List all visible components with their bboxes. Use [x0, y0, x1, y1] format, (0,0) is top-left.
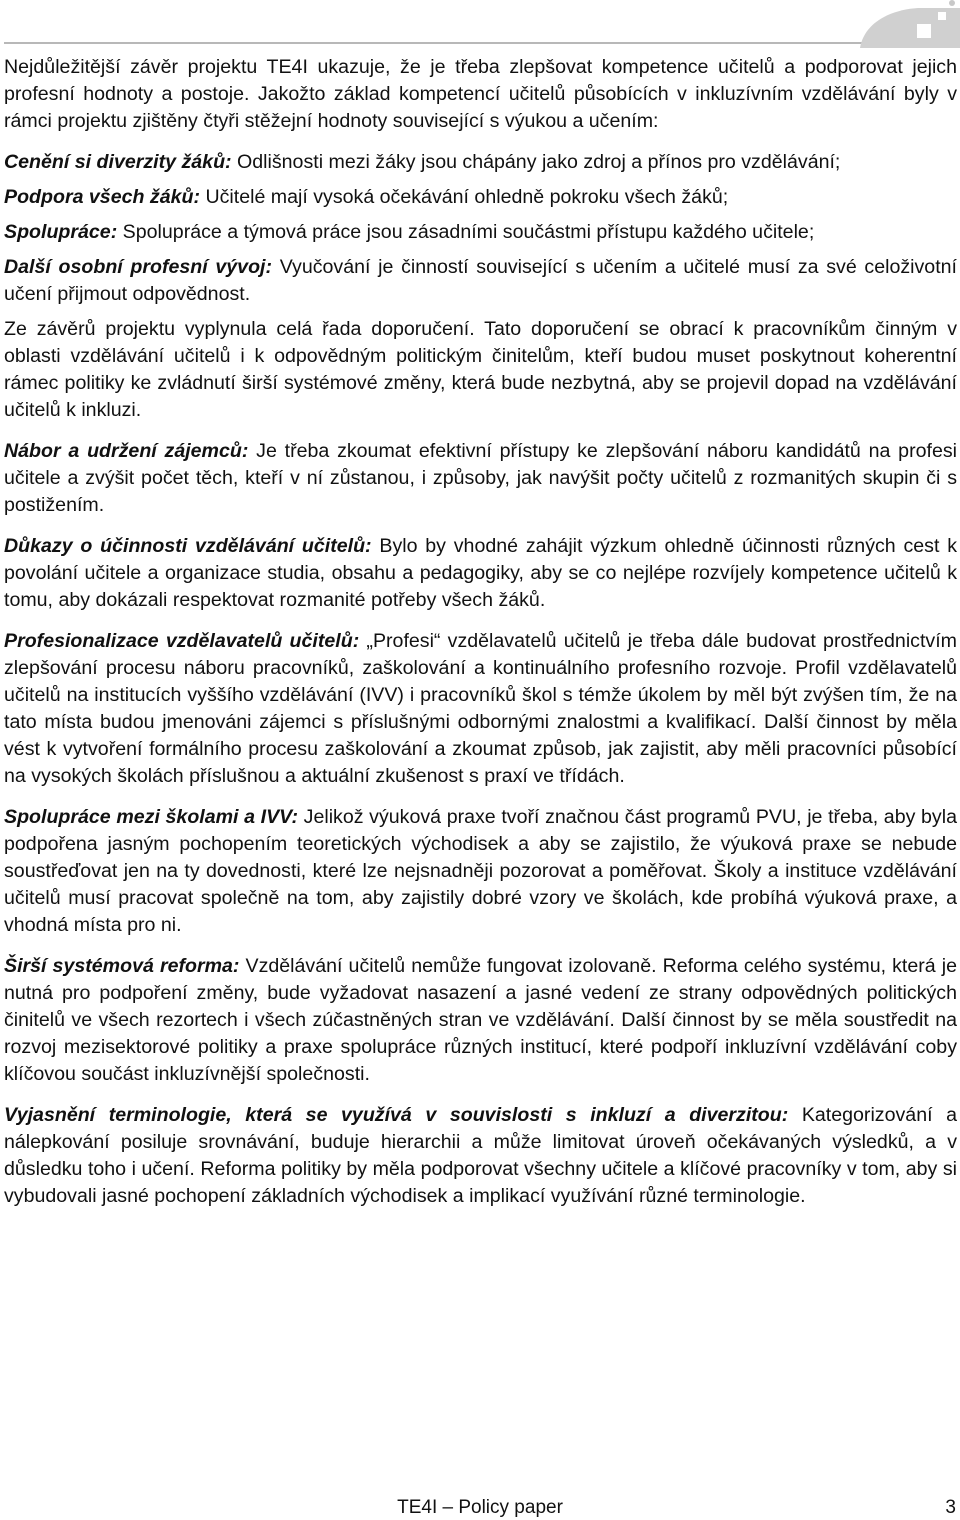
value-term: Další osobní profesní vývoj:: [4, 256, 273, 278]
value-item: [4, 184, 957, 211]
value-item: [4, 254, 957, 308]
value-text: Vyučování je činností související s učením a učitelé musí za své celoživotní učení přijmout odpovědnost.: [4, 256, 957, 305]
recommendation-term: Profesionalizace vzdělavatelů učitelů:: [4, 630, 360, 652]
value-item: [4, 149, 957, 176]
recommendation-item: [4, 533, 957, 614]
conclusion-paragraph: Ze závěrů projektu vyplynula celá řada doporučení. Tato doporučení se obrací k pracovníkům činným v oblasti vzdělávání učitelů i k odpovědným politickým činitelům, kteří budou muset poskytnout koherentní rámec politiky ke zvládnutí širší systémové změny, která bude nezbytná, aby se projevil dopad na vzdělávání učitelů k inkluzi.: [4, 318, 957, 421]
recommendation-text: Vzdělávání učitelů nemůže fungovat izolovaně. Reforma celého systému, která je nutná pro podpoření změny, bude vyžadovat nasazení a jasné vedení ze strany odpovědných politických činitelů ve všech rezortech i všech zúčastněných stran ve vzdělávání. Další činnost by se měla soustředit na rozvoj mezisektorové politiky a praxe spolupráce různých institucí, které podpoří inkluzívní vzdělávání coby klíčovou součást inkluzívnější společnosti.: [4, 955, 958, 1085]
recommendation-text: „Profesi“ vzdělavatelů učitelů je třeba dále budovat prostřednictvím zlepšování procesu náboru pracovníků, zaškolování a kontinuálního profesního rozvoje. Profil vzdělavatelů učitelů na institucích vyššího vzdělávání (IVV) i pracovníků škol s témže úkolem by měl být zvýšen tím, že na tato místa budou jmenováni zájemci s příslušnými odbornými znalostmi a kvalifikací. Další činnost by měla vést k vytvoření formálního procesu zaškolování a zkoumat způsob, jak zajistit, aby měli pracovníci působící na vysokých školách příslušnou a aktuální zkušenost s praxí ve třídách.: [4, 630, 957, 787]
recommendation-item: [4, 953, 957, 1088]
recommendation-term: Širší systémová reforma:: [4, 955, 240, 977]
page-number: 3: [945, 1497, 956, 1518]
value-text: Učitelé mají vysoká očekávání ohledně pokroku všech žáků;: [200, 186, 729, 208]
recommendation-term: Nábor a udržení zájemců:: [4, 440, 249, 462]
value-term: Podpora všech žáků:: [4, 186, 200, 208]
recommendation-item: [4, 628, 957, 790]
recommendation-item: [4, 1102, 957, 1210]
header-divider: [4, 42, 884, 44]
recommendation-item: [4, 804, 957, 939]
intro-paragraph: Nejdůležitější závěr projektu TE4I ukazuje, že je třeba zlepšovat kompetence učitelů a podporovat jejich profesní hodnoty a postoje. Jakožto základ kompetencí učitelů působících v inkluzívním vzdělávání byly v rámci projektu zjištěny čtyři stěžejní hodnoty související s výukou a učením:: [4, 56, 957, 132]
value-text: Spolupráce a týmová práce jsou zásadními součástmi přístupu každého učitele;: [117, 221, 815, 243]
recommendation-text: Kategorizování a nálepkování posiluje srovnávání, buduje hierarchii a může limitovat úroveň očekávaných výsledků, a v důsledku toho i učení. Reforma politiky by měla podporovat všechny učitele a klíčové pracovníky v tom, aby si vybudovali jasné pochopení základních východisek a implikací využívání různé terminologie.: [4, 1104, 957, 1207]
recommendation-term: Důkazy o účinnosti vzdělávání učitelů:: [4, 535, 372, 557]
page-footer: [0, 1496, 960, 1520]
value-text: Odlišnosti mezi žáky jsou chápány jako zdroj a přínos pro vzdělávání;: [231, 151, 841, 173]
value-item: [4, 219, 957, 246]
recommendation-text: Jelikož výuková praxe tvoří značnou část programů PVU, je třeba, aby byla podpořena jasným pochopením teoretických východisek a aby se zajistilo, že výuková praxe se nebude soustřeďovat jen na ty dovednosti, které lze nejsnadněji pozorovat a poměřovat. Školy a instituce vzdělávání učitelů musí pracovat společně na tom, aby zajistily dobré vzory ve školách, kde probíhá výuková praxe, a vhodná místa pro ni.: [4, 806, 957, 936]
recommendation-item: [4, 438, 957, 519]
value-term: Cenění si diverzity žáků:: [4, 151, 232, 173]
recommendation-term: Vyjasnění terminologie, která se využívá v souvislosti s inkluzí a diverzitou:: [4, 1104, 789, 1126]
document-body: [4, 54, 957, 1224]
recommendation-text: Bylo by vhodné zahájit výzkum ohledně účinnosti různých cest k povolání učitele a organizace studia, obsahu a pedagogiky, aby se co nejlépe rozvíjely kompetence učitelů k tomu, aby dokázali respektovat rozmanité potřeby všech žáků.: [4, 535, 958, 611]
recommendation-term: Spolupráce mezi školami a IVV:: [4, 806, 299, 828]
value-term: Spolupráce:: [4, 221, 118, 243]
recommendation-text: Je třeba zkoumat efektivní přístupy ke zlepšování náboru kandidátů na profesi učitele a zvýšit počet těch, kteří v ní zůstanou, i způsoby, jak navýšit počty učitelů z rozmanitých skupin či s postižením.: [4, 440, 957, 516]
corner-logo-icon: [840, 0, 960, 48]
footer-title: TE4I – Policy paper: [397, 1497, 563, 1518]
